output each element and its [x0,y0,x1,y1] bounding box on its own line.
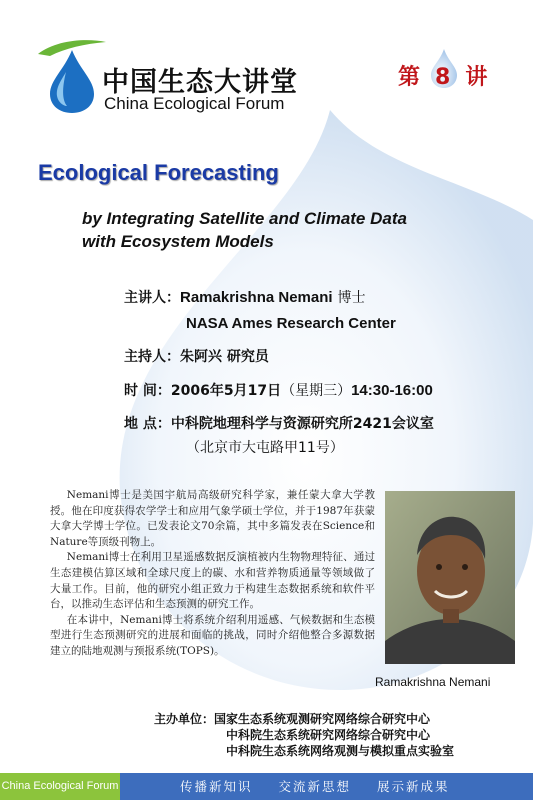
time-line [124,380,433,400]
speaker-line [124,287,365,307]
speaker-portrait-icon [385,491,515,664]
location-label: 地 点： [124,416,171,432]
speaker-honorific: 博士 [337,290,366,306]
host-line [124,346,269,366]
bio-paragraph: 在本讲中，Nemani博士将系统介绍利用遥感、气候数据和生态模型进行生态预测研究的进展和面临的挑战，同时介绍他整合多源数据建立的陆地观测与预报系统(TOPS)。 [50,613,375,657]
footer-slogan: 展示新成果 [377,779,450,794]
logo-english-name: China Ecological Forum [104,94,285,113]
footer-slogan: 传播新知识 [180,779,253,794]
footer-slogans [180,773,476,800]
subtitle-line-1: by Integrating Satellite and Climate Data [82,209,407,228]
organizer-line-2 [226,726,430,743]
footer-bar [0,773,533,800]
host-name: 朱阿兴 研究员 [180,349,269,365]
lecture-prefix: 第 [398,65,421,90]
time-label: 时 间： [124,383,171,399]
location-line [124,413,434,433]
address-line [186,437,344,457]
footer-slogan: 交流新思想 [278,779,352,794]
organizer-line-3 [226,742,454,759]
lecture-number-value: 8 [435,65,451,90]
host-label: 主持人： [124,349,180,365]
logo-chinese-name: 中国生态大讲堂 [102,67,298,98]
organizer-label: 主办单位： [154,712,215,726]
speaker-affiliation: NASA Ames Research Center [186,315,396,332]
forum-logo-icon [36,36,108,114]
organizer-item: 中科院生态系统网络观测与模拟重点实验室 [226,744,455,758]
speaker-affiliation-line [186,315,396,332]
organizer-line-1 [154,710,430,727]
speaker-bio [50,488,375,660]
speaker-name: Ramakrishna Nemani [180,289,333,306]
lecture-suffix: 讲 [465,65,488,90]
event-address: （北京市大屯路甲11号） [186,440,344,456]
event-place: 中科院地理科学与资源研究所2421会议室 [170,416,434,432]
footer-forum-name: China Ecological Forum [0,773,120,800]
lecture-number [398,60,487,91]
event-date: 2006年5月17日 [170,383,282,399]
photo-caption: Ramakrishna Nemani [375,675,491,689]
speaker-photo [385,491,515,664]
talk-subtitle [82,207,407,253]
talk-title: Ecological Forecasting [38,160,279,185]
event-hours: 14:30-16:00 [351,382,433,399]
speaker-label: 主讲人： [124,290,180,306]
organizer-item: 中科院生态系统研究网络综合研究中心 [226,728,431,742]
bio-paragraph: Nemani博士是美国宇航局高级研究科学家，兼任蒙大拿大学教授。他在印度获得农学学士和应用气象学硕士学位，并于1987年获蒙大拿大学博士学位。已发表论文70余篇，其中多篇发表在Science和Nature等顶级刊物上。 [50,489,375,548]
subtitle-line-2: with Ecosystem Models [82,232,274,251]
bio-paragraph: Nemani博士在利用卫星遥感数据反演植被内生物物理特征、通过生态建模估算区域和全球尺度上的碳、水和营养物质通量等领域做了大量工作。目前，他的研究小组正致力于构建生态数据系统和软件平台，以推动生态评估和生态预测的研究工作。 [50,551,375,611]
event-weekday: （星期三） [281,383,352,399]
organizer-item: 国家生态系统观测研究网络综合研究中心 [214,712,431,726]
